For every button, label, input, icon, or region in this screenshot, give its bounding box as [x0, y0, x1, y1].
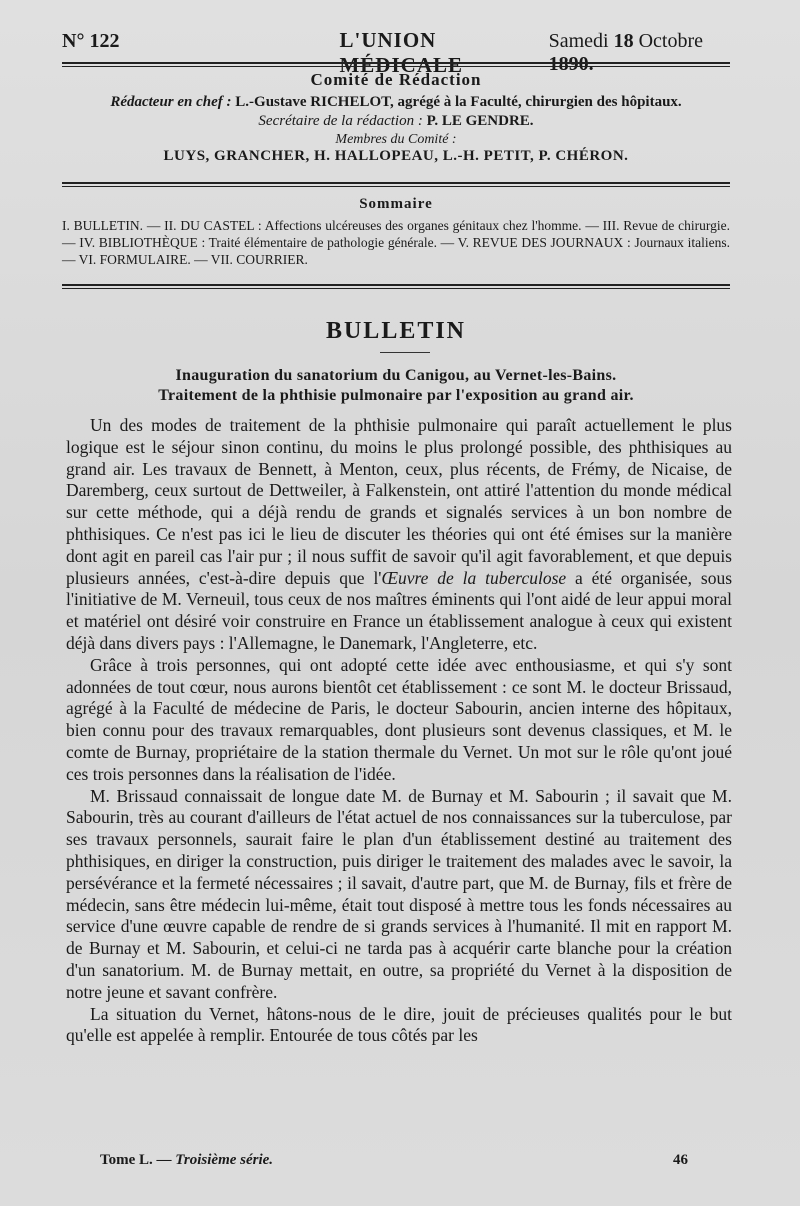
article-title: [62, 366, 730, 406]
article-title-line-2: Traitement de la phthisie pulmonaire par l'exposition au grand air.: [158, 387, 634, 404]
secretary: [62, 113, 730, 130]
members-list: LUYS, GRANCHER, H. HALLOPEAU, L.-H. PETIT, P. CHÉRON.: [163, 148, 629, 164]
summary-rule-thin: [62, 288, 730, 289]
secretary-name: P. LE GENDRE.: [426, 113, 534, 129]
date-day: 18: [613, 30, 634, 52]
members-label: Membres du Comité :: [335, 132, 457, 147]
header-rule-thin: [62, 66, 730, 67]
page-number: 46: [673, 1152, 688, 1168]
paragraph-2: Grâce à trois personnes, qui ont adopté cette idée avec enthousiasme, et qui s'y sont adonnées de tout cœur, nous aurons bientôt cet établissement : ce sont M. le docteur Brissaud, agrégé à la Faculté de médecine de Paris, le docteur Sabourin, ancien interne des hôpitaux, bien connu pour des travaux remarquables, dont plusieurs sont devenus classiques, et M. le comte de Burnay, propriétaire de la station thermale du Vernet. Un mot sur le rôle qu'ont joué ces trois personnes dans la réalisation de l'idée.: [66, 654, 732, 784]
bulletin-heading: BULLETIN: [325, 318, 467, 344]
date-year: 1890.: [548, 53, 594, 75]
summary-rule: [62, 284, 730, 286]
page-header: [62, 28, 730, 77]
paragraph-1-a: Un des modes de traitement de la phthisie pulmonaire qui paraît actuellement le plus logique est le séjour sinon continu, du moins le plus prolongé possible, des phthisiques au grand air. Les travaux de Bennett, à Menton, ceux, plus récents, de Frémy, de Nicaise, de Daremberg, ceux surtout de Dettweiler, à Falkenstein, ont attiré l'attention du monde médical sur cette méthode, qui a déjà rendu de grands et signalés services à un bon nombre de phthisiques. Ce n'est pas ici le lieu de discuter les théories qui ont été émises sur la manière dont agit en pareil cas l'air pur ; il nous suffit de savoir qu'il agit favorablement, et que depuis plusieurs années, c'est-à-dire depuis que l': [66, 415, 732, 588]
volume-label: Tome L. —: [100, 1152, 172, 1168]
header-rule: [62, 62, 730, 64]
editor-in-chief: [62, 94, 730, 111]
journal-title: L'UNION MÉDICALE: [339, 28, 463, 77]
paragraph-3: M. Brissaud connaissait de longue date M. de Burnay et M. Sabourin ; il savait que M. Sabourin, très au courant d'ailleurs de l'état actuel de nos connaissances sur la tuberculose, par ses travaux personnels, saurait faire le plan d'un établissement destiné au traitement des phthisiques, en diriger la construction, puis diriger le traitement des malades avec le savoir, la persévérance et la fermeté nécessaires ; il savait, d'autre part, que M. de Burnay, fils et frère de médecin, sans être médecin lui-même, était tout disposé à mettre tous les fonds nécessaires au service d'une œuvre capable de rendre de si grands services à l'humanité. Il mit en rapport M. de Burnay et M. Sabourin, et celui-ci ne tarda pas à acquérir carte blanche pour la création d'un sanatorium. M. de Burnay mettait, en outre, sa propriété du Vernet à la disposition de notre jeune et savant confrère.: [66, 785, 732, 1002]
article-body: [66, 415, 732, 1047]
paragraph-1: [66, 415, 732, 655]
paragraph-1-b: a été organisée, sous l'initiative de M. Verneuil, tous ceux de nos maîtres éminents qui l'ont aidé de leur appui moral et matériel ont désiré voir construire en France un établissement analogue à ceux qui existent déjà dans divers pays : l'Allemagne, le Danemark, l'Angleterre, etc.: [66, 567, 733, 653]
page-footer: [100, 1152, 688, 1169]
date-month: Octobre: [638, 30, 703, 52]
series-label: Troisième série.: [175, 1152, 274, 1168]
editor-text: L.-Gustave RICHELOT, agrégé à la Faculté, chirurgien des hôpitaux.: [235, 94, 682, 110]
editorial-committee: [62, 70, 730, 165]
issue-number: N° 122: [62, 30, 120, 52]
paragraph-1-italic: Œuvre de la tuberculose: [381, 567, 567, 588]
paragraph-4: La situation du Vernet, hâtons-nous de le dire, jouit de précieuses qualités pour le but qu'elle est appelée à remplir. Entourée de tous côtés par les: [66, 1003, 732, 1046]
committee-title: Comité de Rédaction: [310, 70, 482, 89]
volume-info: [100, 1152, 273, 1169]
editor-label: Rédacteur en chef :: [110, 94, 232, 110]
article-title-line-1: Inauguration du sanatorium du Canigou, au Vernet-les-Bains.: [175, 367, 617, 384]
summary-text: I. BULLETIN. — II. DU CASTEL : Affections ulcéreuses des organes génitaux chez l'homme. — III. Revue de chirurgie. — IV. BIBLIOTHÈQUE : Traité élémentaire de pathologie générale. — V. REVUE DES JOURNAUX : Journaux italiens. — VI. FORMULAIRE. — VII. COURRIER.: [62, 218, 730, 267]
date-prefix: Samedi: [548, 30, 609, 52]
committee-rule: [62, 182, 730, 184]
bulletin-underline: [380, 352, 430, 353]
secretary-label: Secrétaire de la rédaction :: [258, 113, 423, 129]
committee-rule-thin: [62, 186, 730, 187]
summary: [62, 196, 730, 268]
summary-title: Sommaire: [359, 196, 433, 212]
